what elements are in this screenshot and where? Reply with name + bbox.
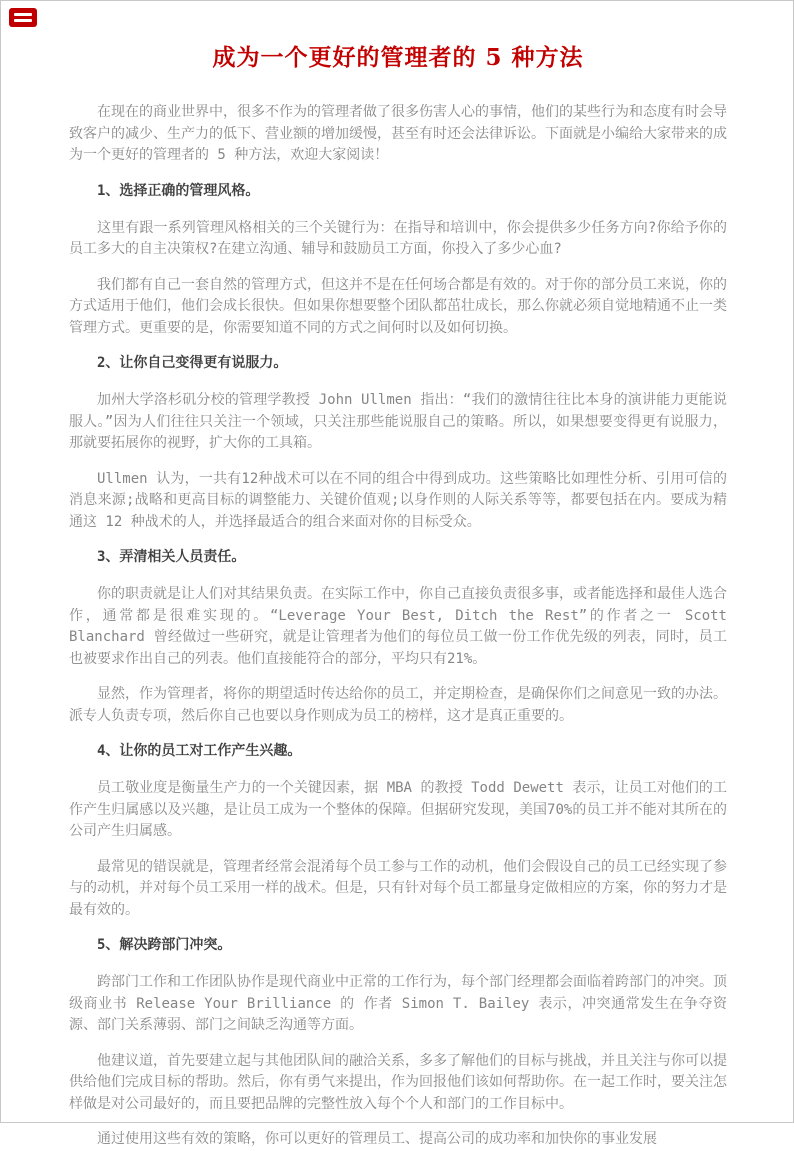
paragraph: 这里有跟一系列管理风格相关的三个关键行为：在指导和培训中，你会提供多少任务方向?你给予你的员工多大的自主决策权?在建立沟通、辅导和鼓励员工方面，你投入了多少心血? [69, 219, 727, 257]
section-heading: 3、弄清相关人员责任。 [97, 549, 246, 565]
paragraph: 他建议道，首先要建立起与其他团队间的融洽关系，多多了解他们的目标与挑战，并且关注与你可以提供给他们完成目标的帮助。然后，你有勇气来提出，作为回报他们该如何帮助你。在一起工作时，要关注怎样做是对公司最好的，而且要把品牌的完整性放入每个个人和部门的工作目标中。 [69, 1052, 727, 1112]
section-heading: 1、选择正确的管理风格。 [97, 182, 260, 199]
brand-logo-badge [9, 8, 37, 27]
paragraph: 通过使用这些有效的策略，你可以更好的管理员工、提高公司的成功率和加快你的事业发展 [97, 1131, 657, 1147]
section-heading: 4、让你的员工对工作产生兴趣。 [97, 743, 302, 759]
paragraph: 你的职责就是让人们对其结果负责。在实际工作中，你自己直接负责很多事，或者能选择和最佳人选合作，通常都是很难实现的。“Leverage Your Best, Ditch the Rest”的作者之一 Scott Blanchard 曾经做过一些研究，就是让管理者为他们的每位员工做一份工作优先级的列表，同时，员工也被要求作出自己的列表。他们直接能符合的部分，平均只有21%。 [69, 586, 727, 667]
paragraph: Ullmen 认为，一共有12种战术可以在不同的组合中得到成功。这些策略比如理性分析、引用可信的消息来源;战略和更高目标的调整能力、关键价值观;以身作则的人际关系等等，都要包括在内。要成为精通这 12 种战术的人，并选择最适合的组合来面对你的目标受众。 [69, 470, 727, 530]
section-heading: 5、解决跨部门冲突。 [97, 937, 232, 953]
paragraph: 在现在的商业世界中，很多不作为的管理者做了很多伤害人心的事情，他们的某些行为和态度有时会导致客户的减少、生产力的低下、营业额的增加缓慢，甚至有时还会法律诉讼。下面就是小编给大家带来的成为一个更好的管理者的 5 种方法，欢迎大家阅读！ [69, 104, 727, 163]
section-heading: 2、让你自己变得更有说服力。 [97, 355, 288, 371]
paragraph: 最常见的错误就是，管理者经常会混淆每个员工参与工作的动机，他们会假设自己的员工已经实现了参与的动机，并对每个员工采用一样的战术。但是，只有针对每个员工都量身定做相应的方案，你的努力才是最有效的。 [69, 858, 727, 918]
page-title: 成为一个更好的管理者的 5 种方法 [212, 44, 584, 71]
paragraph: 跨部门工作和工作团队协作是现代商业中正常的工作行为，每个部门经理都会面临着跨部门的冲突。顶级商业书 Release Your Brilliance 的 作者 Simon T. Bailey 表示，冲突通常发生在争夺资源、部门关系薄弱、部门之间缺乏沟通等方面。 [69, 974, 727, 1033]
paragraph: 员工敬业度是衡量生产力的一个关键因素，据 MBA 的教授 Todd Dewett 表示，让员工对他们的工作产生归属感以及兴趣，是让员工成为一个整体的保障。但据研究发现，美国70%的员工并不能对其所在的公司产生归属感。 [69, 780, 727, 839]
paragraph: 显然，作为管理者，将你的期望适时传达给你的员工，并定期检查，是确保你们之间意见一致的办法。派专人负责专项，然后你自己也要以身作则成为员工的榜样，这才是真正重要的。 [69, 686, 727, 724]
document-body [69, 102, 727, 1151]
paragraph: 我们都有自己一套自然的管理方式，但这并不是在任何场合都是有效的。对于你的部分员工来说，你的方式适用于他们，他们会成长很快。但如果你想要整个团队都茁壮成长，那么你就必须自觉地精通不止一类管理方式。更重要的是，你需要知道不同的方式之间何时以及如何切换。 [69, 276, 727, 336]
paragraph: 加州大学洛杉矶分校的管理学教授 John Ullmen 指出：“我们的激情往往比本身的演讲能力更能说服人。”因为人们往往只关注一个领域，只关注那些能说服自己的策略。所以，如果想要变得更有说服力，那就要拓展你的视野，扩大你的工具箱。 [69, 392, 727, 451]
